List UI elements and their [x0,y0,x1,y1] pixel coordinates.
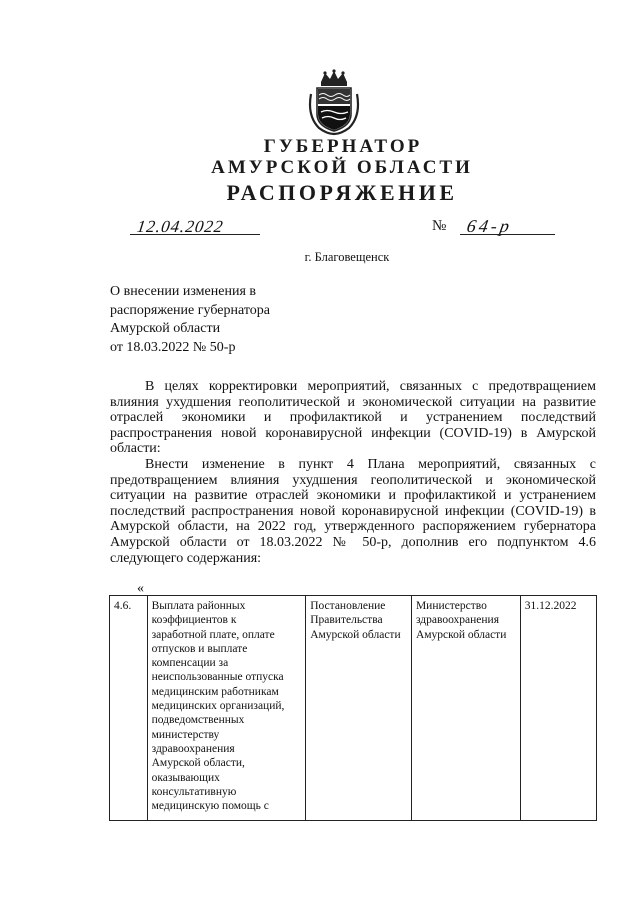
event-line: Выплата районных [151,600,246,612]
cell-item-number: 4.6. [110,596,148,821]
header-title-governor: ГУБЕРНАТОР [263,136,423,157]
responsible-line: Амурской области [415,628,507,641]
table-row [110,596,597,821]
event-line: Амурской области, [151,757,245,770]
cell-deadline: 31.12.2022 [520,596,596,821]
number-underline [460,234,555,235]
city-name: г. Благовещенск [304,250,390,264]
opening-quote: « [137,581,144,596]
event-line: консультативную [151,785,237,798]
subject-line: от 18.03.2022 № 50-р [110,339,236,355]
event-line: отпусков и выплате [151,642,248,655]
cell-event [147,596,306,821]
document-line: Амурской области [310,628,401,641]
document-line: Правительства [310,614,383,627]
responsible-line: здравоохранения [415,614,500,627]
subject-line: распоряжение губернатора [110,302,270,318]
document-date: 12.04.2022 [135,217,225,236]
document-number: 64-р [465,216,514,236]
subject-line: Амурской области [110,321,221,336]
number-sign: № [432,218,447,234]
event-line: подведомственных [151,714,245,727]
event-line: заработной плате, оплате [151,628,275,641]
event-line: медицинскую помощь с [151,800,269,813]
event-line: компенсации за [151,657,229,670]
event-line: медицинским работникам [151,685,279,698]
event-line: медицинских организаций, [151,700,285,713]
document-subject [110,283,270,357]
body-paragraph-purpose: В целях корректировки мероприятий, связанных с предотвращением влияния ухудшения геополитической и экономической ситуации на развитие отраслей экономики и профилактикой и устранением последствий распространения новой коронавирусной инфекции (COVID-19) в Амурской области: [110,379,596,457]
event-line: коэффициентов к [151,614,237,627]
event-line: здравоохранения [151,742,235,755]
date-underline [130,234,260,235]
cell-legal-document [306,596,412,821]
header-title-region: АМУРСКОЙ ОБЛАСТИ [211,157,473,178]
document-line: Постановление [310,600,386,612]
document-type-title: РАСПОРЯЖЕНИЕ [226,180,458,205]
body-paragraph-amendment: Внести изменение в пункт 4 Плана мероприятий, связанных с предотвращением влияния ухудшения геополитической и экономической ситуации на развитие отраслей экономики и профилактикой и устранением последствий распространения новой коронавирусной инфекции (COVID-19) в Амурской области, на 2022 год, утвержденного распоряжением губернатора Амурской области от 18.03.2022 № 50-р, дополнив его подпунктом 4.6 следующего содержания: [110,456,596,566]
amur-oblast-coat-of-arms-icon [303,68,365,136]
responsible-line: Министерство [415,600,487,612]
event-line: оказывающих [151,771,220,784]
document-body [110,379,596,566]
subject-line: О внесении изменения в [110,284,256,299]
plan-table [109,595,597,821]
event-line: неиспользованные отпуска [151,671,284,684]
cell-responsible [411,596,520,821]
event-line: министерству [151,728,220,741]
